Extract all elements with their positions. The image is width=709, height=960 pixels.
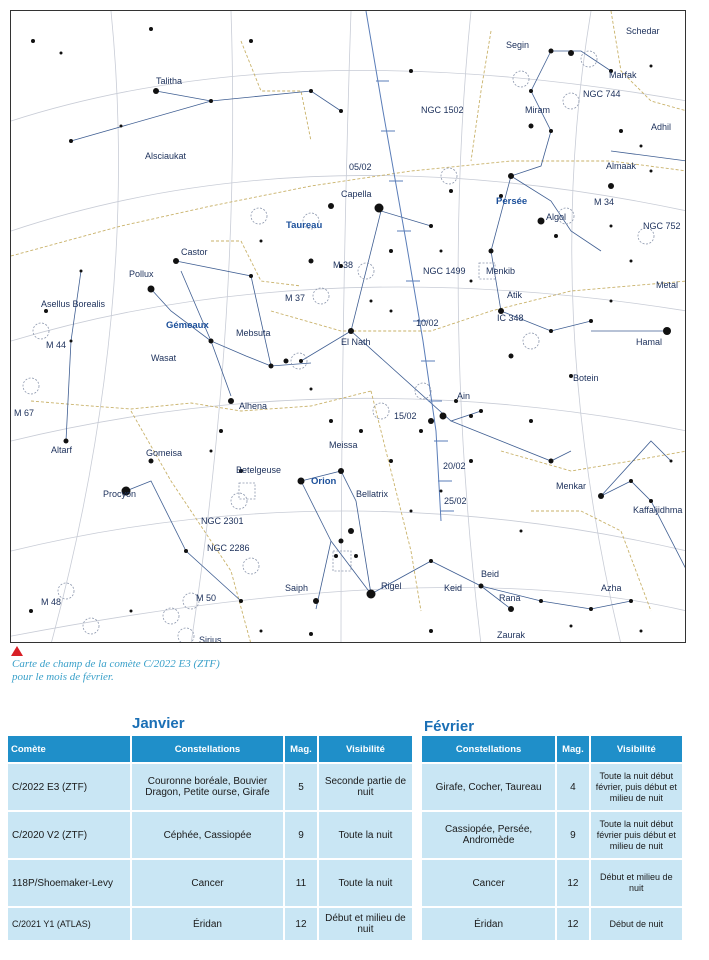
table-row <box>8 860 412 906</box>
label-adhil: Adhil <box>651 122 672 132</box>
label-beid: Beid <box>481 569 500 579</box>
label-ngc1499: NGC 1499 <box>423 266 466 276</box>
table-row <box>8 764 412 810</box>
constellations-cell: Cancer <box>422 860 555 906</box>
label-schedar: Schedar <box>626 26 660 36</box>
label-procyon: Procyon <box>103 489 137 499</box>
constellations-cell: Éridan <box>132 908 283 940</box>
label-alsciaukat: Alsciaukat <box>145 151 187 161</box>
constellations-cell: Cassiopée, Persée, Andromède <box>422 812 555 858</box>
label-m50: M 50 <box>196 593 217 603</box>
label-orion: Orion <box>311 476 337 487</box>
visibility-cell: Toute la nuit <box>319 860 412 906</box>
table-row <box>422 908 682 940</box>
label-ngc744: NGC 744 <box>583 89 621 99</box>
label-date-1002: 10/02 <box>416 318 439 328</box>
constellations-cell: Céphée, Cassiopée <box>132 812 283 858</box>
table-row <box>8 908 412 940</box>
label-menkib: Menkib <box>486 266 516 276</box>
magnitude-cell: 5 <box>285 764 317 810</box>
magnitude-cell: 12 <box>557 860 588 906</box>
label-segin: Segin <box>506 40 530 50</box>
label-bellatrix: Bellatrix <box>356 489 389 499</box>
constellations-cell: Cancer <box>132 860 283 906</box>
coordinate-grid <box>11 11 686 643</box>
label-menkar: Menkar <box>556 481 587 491</box>
label-botein: Botein <box>573 373 599 383</box>
stars <box>29 27 673 636</box>
caption-line-1: Carte de champ de la comète C/2022 E3 (ZTF) <box>12 658 220 670</box>
header-constellations: Constellations <box>132 736 283 762</box>
visibility-cell: Début de nuit <box>591 908 682 940</box>
label-asellus-borealis: Asellus Borealis <box>41 299 106 309</box>
constellations-cell: Girafe, Cocher, Taureau <box>422 764 555 810</box>
label-date-2002: 20/02 <box>443 461 466 471</box>
table-row <box>422 860 682 906</box>
label-azha: Azha <box>601 583 622 593</box>
header-mag: Mag. <box>557 736 588 762</box>
label-m37: M 37 <box>285 293 306 303</box>
table-row <box>8 812 412 858</box>
label-wasat: Wasat <box>151 353 177 363</box>
magnitude-cell: 9 <box>557 812 588 858</box>
magnitude-cell: 9 <box>285 812 317 858</box>
comet-name: 118P/Shoemaker-Levy <box>8 860 130 906</box>
table-row <box>422 812 682 858</box>
label-m34: M 34 <box>594 197 615 207</box>
label-rigel: Rigel <box>381 581 402 591</box>
label-saiph: Saiph <box>285 583 309 593</box>
label-rana: Rana <box>499 593 521 603</box>
label-taureau: Taureau <box>286 220 323 231</box>
table-header-row <box>422 736 682 762</box>
constellations-cell: Couronne boréale, Bouvier Dragon, Petite ourse, Girafe <box>132 764 283 810</box>
label-almaak: Almaak <box>606 161 637 171</box>
label-ic348: IC 348 <box>497 313 524 323</box>
label-m67: M 67 <box>14 408 35 418</box>
comet-name: C/2020 V2 (ZTF) <box>8 812 130 858</box>
label-castor: Castor <box>181 247 208 257</box>
label-el-nath: El Nath <box>341 337 371 347</box>
label-gomeisa: Gomeisa <box>146 448 183 458</box>
label-metal: Metal <box>656 280 679 290</box>
label-m38: M 38 <box>333 260 354 270</box>
header-mag: Mag. <box>285 736 317 762</box>
label-atik: Atik <box>507 290 523 300</box>
label-altarf: Altarf <box>51 445 73 455</box>
comet-star-chart <box>10 10 686 643</box>
label-persee: Persée <box>496 196 528 207</box>
red-triangle-icon <box>11 646 23 656</box>
visibility-cell: Début et milieu de nuit <box>319 908 412 940</box>
table-row <box>422 764 682 810</box>
comet-name: C/2021 Y1 (ATLAS) <box>8 908 130 940</box>
february-table <box>420 734 684 942</box>
label-m48: M 48 <box>41 597 62 607</box>
map-caption <box>12 658 332 684</box>
magnitude-cell: 12 <box>557 908 588 940</box>
label-meissa: Meissa <box>329 440 358 450</box>
label-algol: Algol <box>546 212 567 222</box>
label-date-1502: 15/02 <box>394 411 417 421</box>
header-comet: Comète <box>8 736 130 762</box>
label-ain: Ain <box>457 391 471 401</box>
label-date-2502: 25/02 <box>444 496 467 506</box>
label-ngc2286: NGC 2286 <box>207 543 250 553</box>
label-talitha: Talitha <box>156 76 183 86</box>
label-marfak: Marfak <box>609 70 637 80</box>
label-alhena: Alhena <box>239 401 268 411</box>
magnitude-cell: 11 <box>285 860 317 906</box>
magnitude-cell: 12 <box>285 908 317 940</box>
visibility-cell: Toute la nuit début février, puis début et milieu de nuit <box>591 764 682 810</box>
label-zaurak: Zaurak <box>497 630 526 640</box>
map-labels <box>14 26 682 643</box>
table-header-row <box>8 736 412 762</box>
label-ngc1502: NGC 1502 <box>421 105 464 115</box>
january-title: Janvier <box>132 715 185 732</box>
label-pollux: Pollux <box>129 269 154 279</box>
label-mebsuta: Mebsuta <box>236 328 271 338</box>
constellations-cell: Éridan <box>422 908 555 940</box>
visibility-cell: Début et milieu de nuit <box>591 860 682 906</box>
caption-line-2: pour le mois de février. <box>12 671 114 683</box>
label-kaffaljidhma: Kaffaljidhma <box>633 505 683 515</box>
constellation-lines <box>66 51 686 609</box>
label-ngc752: NGC 752 <box>643 221 681 231</box>
label-sirius: Sirius <box>199 635 222 643</box>
label-keid: Keid <box>444 583 463 593</box>
visibility-cell: Toute la nuit <box>319 812 412 858</box>
deep-sky-objects <box>23 51 654 643</box>
header-visibility: Visibilité <box>591 736 682 762</box>
magnitude-cell: 4 <box>557 764 588 810</box>
label-gemeaux: Gémeaux <box>166 320 209 331</box>
visibility-cell: Toute la nuit début février puis début et milieu de nuit <box>591 812 682 858</box>
label-date-0502: 05/02 <box>349 162 372 172</box>
label-miram: Miram <box>525 105 550 115</box>
label-hamal: Hamal <box>636 337 663 347</box>
label-betelgeuse: Betelgeuse <box>236 465 282 475</box>
label-ngc2301: NGC 2301 <box>201 516 244 526</box>
january-table <box>6 734 414 942</box>
header-constellations: Constellations <box>422 736 555 762</box>
header-visibility: Visibilité <box>319 736 412 762</box>
visibility-cell: Seconde partie de nuit <box>319 764 412 810</box>
february-title: Février <box>424 718 475 735</box>
comet-name: C/2022 E3 (ZTF) <box>8 764 130 810</box>
label-capella: Capella <box>341 189 372 199</box>
label-m44: M 44 <box>46 340 67 350</box>
